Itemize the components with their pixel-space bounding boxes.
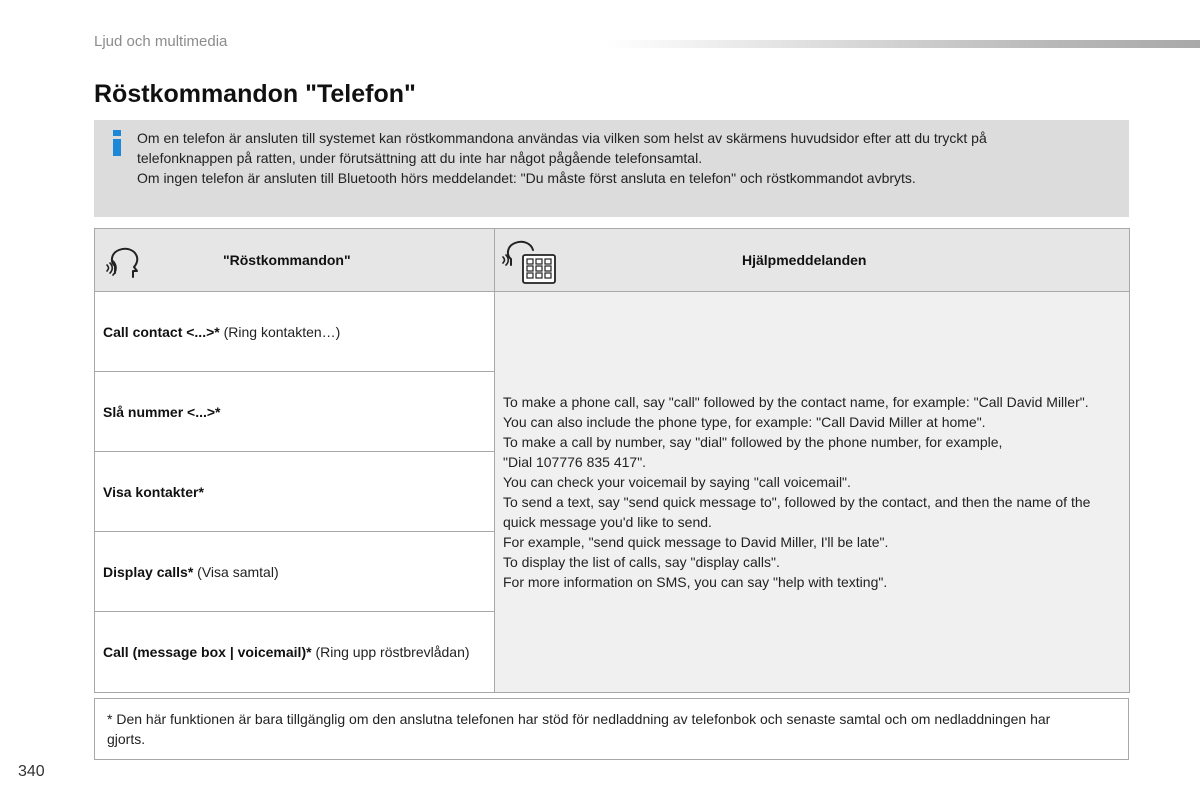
footnote-box — [94, 698, 1129, 760]
table-header-help — [495, 229, 1129, 292]
help-messages-cell — [495, 292, 1129, 692]
voice-command-table — [94, 228, 1130, 693]
command-row: Call contact <...>* (Ring kontakten…) — [95, 292, 495, 372]
voice-keypad-icon — [501, 235, 561, 287]
help-messages-list — [503, 392, 1121, 592]
help-line: You can check your voicemail by saying "call voicemail". — [503, 474, 851, 490]
help-line: You can also include the phone type, for example: "Call David Miller at home". — [503, 414, 986, 430]
help-line: To display the list of calls, say "display calls". — [503, 554, 780, 570]
help-line: To make a phone call, say "call" followed by the contact name, for example: "Call David Miller". — [503, 394, 1089, 410]
command-row: Slå nummer <...>* — [95, 372, 495, 452]
table-header-commands — [95, 229, 495, 292]
command-row: Call (message box | voicemail)* (Ring upp röstbrevlådan) — [95, 612, 495, 692]
column-header-label: "Röstkommandon" — [223, 252, 351, 268]
info-line: Om ingen telefon är ansluten till Bluetooth hörs meddelandet: "Du måste först ansluta en telefon" och röstkommandot avbryts. — [137, 170, 916, 186]
section-label: Ljud och multimedia — [94, 33, 228, 50]
info-line: telefonknappen på ratten, under förutsättning att du inte har något pågående telefonsamtal. — [137, 150, 703, 166]
page-title: Röstkommandon "Telefon" — [94, 80, 416, 108]
page-number: 340 — [18, 763, 45, 780]
command-row: Display calls* (Visa samtal) — [95, 532, 495, 612]
info-line: Om en telefon är ansluten till systemet kan röstkommandona användas via vilken som helst av skärmens huvudsidor efter att du tryckt på — [137, 130, 987, 146]
help-line: For more information on SMS, you can say "help with texting". — [503, 574, 888, 590]
help-line: "Dial 107776 835 417". — [503, 454, 647, 470]
footnote-text: * Den här funktionen är bara tillgänglig om den anslutna telefonen har stöd för nedladdning av telefonbok och senaste samtal och om nedladdningen har gjorts. — [107, 711, 1051, 747]
header-divider-bar — [605, 40, 1200, 48]
column-header-label: Hjälpmeddelanden — [742, 252, 867, 268]
info-icon — [112, 130, 124, 156]
voice-speaking-icon — [105, 241, 149, 281]
info-text — [137, 128, 1112, 188]
command-row: Visa kontakter* — [95, 452, 495, 532]
help-line: To make a call by number, say "dial" followed by the phone number, for example, — [503, 434, 1003, 450]
help-line: For example, "send quick message to David Miller, I'll be late". — [503, 534, 889, 550]
help-line: To send a text, say "send quick message to", followed by the contact, and then the name of the quick message you'd like to send. — [503, 494, 1091, 530]
